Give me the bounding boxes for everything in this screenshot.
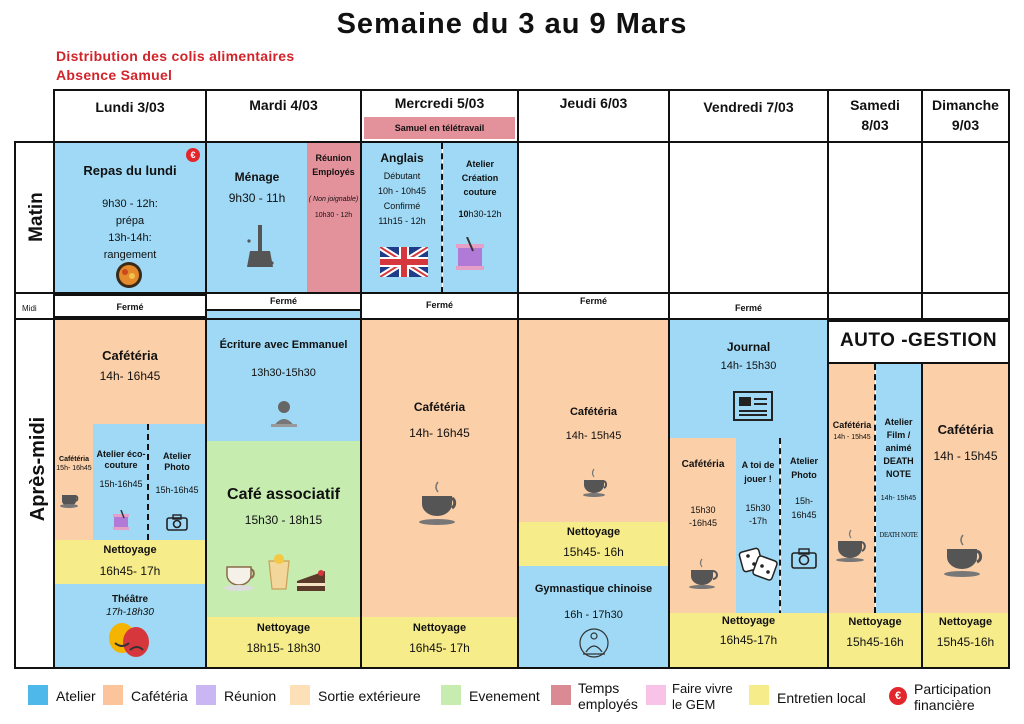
activity-vendredi-cafeteria (670, 438, 736, 613)
cafeteria-title: Cafétéria (681, 459, 725, 470)
theatre-masks-icon (105, 622, 153, 658)
dice-icon (738, 542, 778, 582)
samedi-matin-empty (829, 143, 921, 293)
atelier-time: 15h30 -17h (745, 503, 771, 526)
mardi-midi-ferme (207, 293, 360, 311)
day-header-mercredi: Mercredi 5/03 Samuel en télétravail (360, 89, 519, 143)
legend-swatch-temps-employes (551, 685, 571, 705)
cafeteria-time: 14h - 15h45 (833, 434, 871, 441)
nettoyage-title: Nettoyage (412, 622, 467, 634)
atelier-time: 14h- 15h45 (880, 495, 917, 502)
cafeteria-time: 14h - 15h45 (933, 449, 998, 463)
grid-line (921, 364, 923, 669)
nettoyage-title: Nettoyage (256, 622, 311, 634)
activity-samedi-nettoyage (829, 613, 921, 667)
lundi-midi-ferme (55, 294, 205, 318)
cafeteria-title: Cafétéria (937, 422, 994, 437)
legend-swatch-reunion (196, 685, 216, 705)
ecriture-title: Écriture avec Emmanuel (219, 339, 348, 351)
food-bowl-icon (115, 261, 143, 289)
activity-lundi-cafeteria-2 (55, 424, 93, 540)
legend-swatch-cafeteria (103, 685, 123, 705)
gym-time: 16h - 17h30 (564, 609, 623, 621)
death-note-logo: DEATH NOTE (879, 532, 918, 539)
coffee-cup-icon (688, 558, 720, 590)
notice-absence: Absence Samuel (56, 67, 173, 83)
legend-swatch-entretien (749, 685, 769, 705)
activity-jeudi-nettoyage (519, 522, 668, 566)
cafeteria-title: Cafétéria (413, 400, 466, 414)
legend-label: Atelier (56, 688, 96, 704)
anglais-line: Confirmé (383, 201, 421, 211)
activity-anglais (362, 143, 442, 293)
atelier-title: Atelier Photo (789, 456, 818, 480)
reunion-title: Réunion Employés (312, 153, 355, 177)
grid-line (14, 292, 1010, 294)
legend-swatch-atelier (28, 685, 48, 705)
atelier-time: 15h- 16h45 (791, 496, 817, 520)
broom-icon (245, 223, 275, 269)
grid-line (205, 141, 207, 669)
nettoyage-time: 15h45- 16h (563, 545, 624, 559)
mercredi-midi-ferme (362, 293, 517, 320)
menage-title: Ménage (234, 170, 280, 184)
anglais-line: 10h - 10h45 (377, 186, 427, 196)
coffee-cup-icon (60, 492, 82, 508)
nettoyage-time: 16h45-17h (719, 633, 778, 647)
reunion-note: ( Non joignable) (308, 196, 359, 203)
nettoyage-title: Nettoyage (848, 616, 902, 628)
cafeteria-time: 15h30 -16h45 (688, 505, 718, 528)
day-header-lundi: Lundi 3/03 (53, 89, 207, 143)
nettoyage-time: 15h45-16h (936, 635, 995, 649)
day-header-jeudi: Jeudi 6/03 (517, 89, 670, 143)
day-header-samedi: Samedi 8/03 (827, 89, 923, 143)
activity-journal (670, 320, 827, 438)
cafeteria-title: Cafétéria (832, 420, 872, 430)
grid-line (827, 141, 829, 669)
atelier-time: h30-12h (468, 209, 502, 219)
grid-line (14, 318, 1010, 320)
camera-icon (791, 548, 817, 569)
activity-lundi-nettoyage (55, 540, 205, 584)
journal-title: Journal (726, 340, 771, 354)
drink-glass-icon (265, 553, 293, 591)
ferme-label: Fermé (269, 296, 297, 306)
cafeteria-time: 14h- 16h45 (409, 426, 470, 440)
activity-atelier-eco-couture (93, 424, 149, 540)
repas-line: rangement (103, 249, 157, 261)
coffee-cup-icon (835, 529, 871, 563)
repas-line: 9h30 - 12h: (102, 198, 158, 210)
legend-label: Participation financière (914, 681, 992, 713)
ferme-label: Fermé (734, 303, 762, 313)
cake-slice-icon (295, 569, 329, 595)
cafeteria-time: 14h- 15h45 (565, 430, 622, 442)
legend-swatch-evenement (441, 685, 461, 705)
activity-atelier-photo-vendredi (781, 438, 827, 613)
grid-line (668, 141, 670, 669)
activity-jeudi-cafeteria (519, 320, 668, 522)
gym-title: Gymnastique chinoise (534, 583, 653, 595)
cafeteria-title: Cafétéria (59, 456, 89, 463)
cafeteria-time: 14h- 16h45 (99, 369, 161, 383)
wednesday-banner: Samuel en télétravail (364, 117, 515, 139)
legend-label: Réunion (224, 688, 277, 704)
nettoyage-time: 18h15- 18h30 (246, 641, 321, 655)
dimanche-matin-empty (923, 143, 1008, 293)
atelier-title: Atelier Création couture (461, 159, 499, 197)
grid-line (360, 141, 362, 669)
day-header-vendredi: Vendredi 7/03 (668, 89, 829, 143)
notice-colis: Distribution des colis alimentaires (56, 48, 295, 64)
cafeteria-title: Cafétéria (102, 348, 158, 363)
ferme-label: Fermé (579, 296, 607, 306)
activity-dimanche-cafeteria (923, 364, 1008, 613)
nettoyage-title: Nettoyage (721, 615, 776, 627)
legend-label: Evenement (469, 688, 540, 704)
activity-gymnastique-chinoise (519, 566, 668, 667)
legend-swatch-participation: € (889, 687, 907, 705)
atelier-title: A toi de jouer ! (741, 460, 775, 484)
atelier-title: Atelier éco-couture (96, 449, 146, 470)
ferme-label: Fermé (425, 300, 453, 310)
activity-a-toi-de-jouer (736, 438, 780, 613)
activity-samedi-cafeteria (829, 364, 875, 613)
activity-theatre (55, 584, 205, 667)
activity-dimanche-nettoyage (923, 613, 1008, 667)
legend-swatch-sortie (290, 685, 310, 705)
activity-atelier-creation-couture (443, 143, 517, 293)
meditation-icon (577, 628, 611, 660)
nettoyage-title: Nettoyage (938, 616, 993, 628)
activity-mercredi-cafeteria (362, 320, 517, 617)
legend-label: Cafétéria (131, 688, 188, 704)
sewing-spool-icon (453, 237, 487, 273)
atelier-title: Atelier Film / animé DEATH NOTE (883, 417, 914, 479)
atelier-time: 15h-16h45 (99, 479, 143, 489)
repas-title: Repas du lundi (83, 163, 177, 178)
menage-time: 9h30 - 11h (228, 191, 286, 205)
legend-label: Faire vivre le GEM (672, 681, 733, 712)
day-header-dimanche: Dimanche 9/03 (921, 89, 1010, 143)
cafeteria-time: 15h- 16h45 (56, 465, 92, 472)
vendredi-matin-empty (670, 143, 827, 293)
weekend-midi-empty (829, 293, 1008, 320)
activity-repas-du-lundi (55, 143, 205, 293)
newspaper-icon (730, 390, 776, 422)
legend-label: Entretien local (777, 690, 866, 706)
writing-person-icon (269, 399, 299, 429)
vendredi-midi-ferme (670, 293, 827, 320)
reunion-time: 10h30 - 12h (314, 212, 353, 219)
anglais-title: Anglais (380, 151, 424, 165)
atelier-time: 15h-16h45 (155, 485, 199, 495)
sewing-spool-icon (111, 510, 131, 530)
activity-reunion-employes (307, 143, 360, 293)
day-header-mardi: Mardi 4/03 (205, 89, 362, 143)
camera-icon (166, 514, 188, 531)
repas-line: prépa (115, 215, 145, 227)
activity-cafe-associatif (207, 441, 360, 617)
activity-menage (207, 143, 307, 293)
nettoyage-time: 16h45- 17h (409, 641, 470, 655)
cafe-associatif-title: Café associatif (227, 486, 340, 503)
coffee-cup-icon (582, 468, 610, 498)
nettoyage-time: 15h45-16h (846, 635, 904, 649)
uk-flag-icon (380, 247, 428, 277)
repas-line: 13h-14h: (108, 232, 152, 244)
legend-label: Sortie extérieure (318, 688, 421, 704)
atelier-title: Atelier Photo (162, 451, 191, 472)
activity-lundi-cafeteria (55, 320, 205, 424)
ecriture-time: 13h30-15h30 (251, 367, 316, 379)
coffee-cup-icon (223, 559, 261, 591)
ferme-label: Fermé (116, 302, 144, 312)
theatre-time: 17h-18h30 (106, 607, 154, 618)
cafeteria-title: Cafétéria (569, 406, 618, 418)
journal-time: 14h- 15h30 (720, 360, 777, 372)
anglais-line: 11h15 - 12h (378, 216, 426, 226)
row-label-matin: Matin (26, 192, 47, 242)
row-label-midi: Midi (22, 304, 37, 313)
grid-line (517, 141, 519, 669)
legend-label: Temps employés (578, 680, 638, 712)
coffee-cup-icon (943, 534, 989, 578)
nettoyage-title: Nettoyage (566, 526, 621, 538)
theatre-title: Théâtre (111, 594, 149, 605)
activity-ecriture (207, 311, 360, 441)
legend-swatch-gem (646, 685, 666, 705)
activity-vendredi-nettoyage (670, 613, 827, 667)
page-title: Semaine du 3 au 9 Mars (336, 8, 688, 40)
euro-badge: € (186, 148, 200, 162)
activity-atelier-film (876, 364, 921, 613)
coffee-cup-icon (418, 480, 462, 526)
row-label-apres-midi: Après-midi (27, 416, 49, 522)
nettoyage-title: Nettoyage (103, 544, 157, 556)
auto-gestion-label: AUTO -GESTION (839, 330, 998, 351)
jeudi-matin-empty (519, 143, 668, 293)
auto-gestion-banner (827, 320, 1010, 364)
anglais-line: Débutant (383, 171, 421, 181)
activity-mercredi-nettoyage (362, 617, 517, 667)
activity-mardi-nettoyage (207, 617, 360, 667)
jeudi-midi-ferme (519, 293, 668, 320)
nettoyage-time: 16h45- 17h (99, 564, 161, 578)
activity-atelier-photo-lundi (149, 424, 205, 540)
cafe-associatif-time: 15h30 - 18h15 (244, 513, 323, 527)
atelier-time: 10 (458, 209, 469, 219)
